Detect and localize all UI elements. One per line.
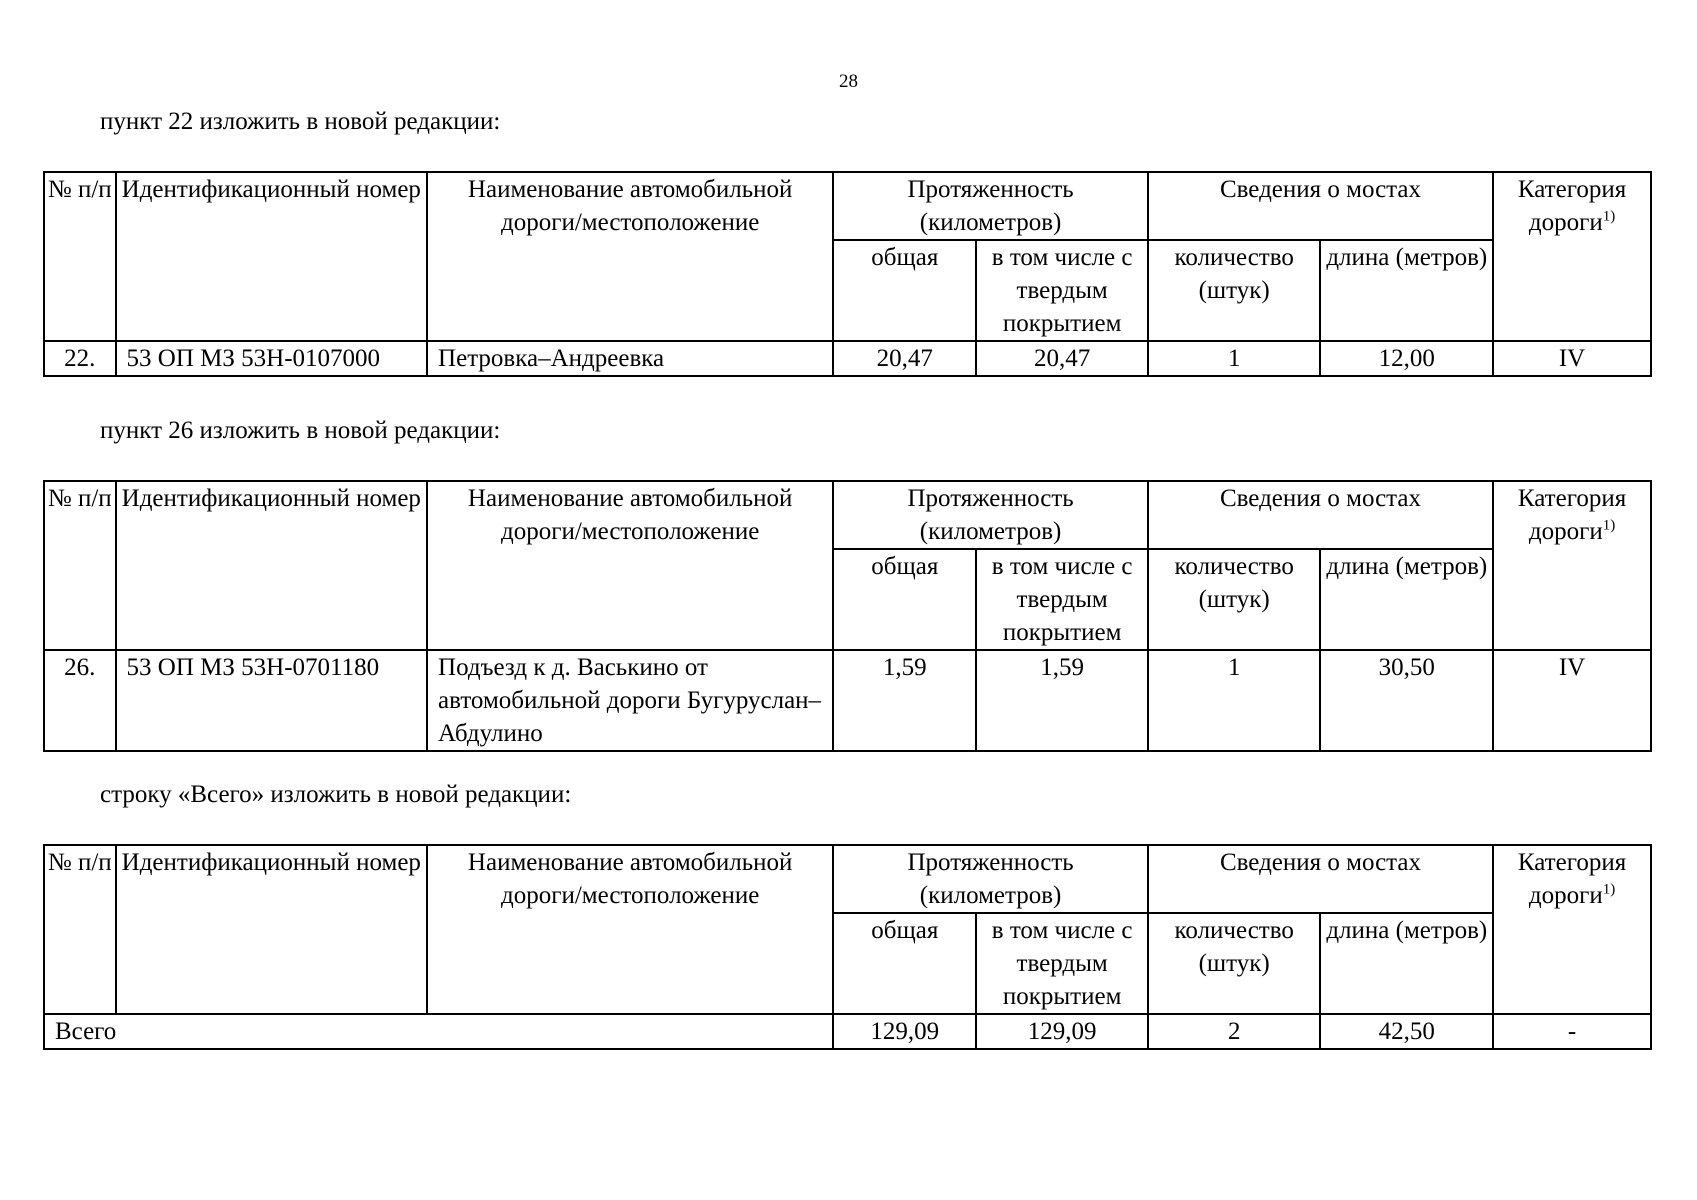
header-length-total: общая	[833, 549, 976, 650]
header-bridges-length: длина (метров)	[1320, 549, 1493, 650]
cell-bridges-count: 2	[1148, 1014, 1321, 1049]
header-num: № п/п	[44, 172, 116, 341]
header-bridges-length: длина (метров)	[1320, 913, 1493, 1014]
header-category: Категория дороги$^{1)}$	[1493, 845, 1651, 1014]
header-bridges-count: количество (штук)	[1148, 549, 1321, 650]
cell-length-hard: 129,09	[976, 1014, 1148, 1049]
table-row	[44, 341, 1651, 376]
header-id: Идентификационный номер	[116, 481, 428, 650]
section-intro-total: строку «Всего» изложить в новой редакции:	[100, 781, 572, 808]
header-bridges: Сведения о мостах	[1148, 845, 1493, 913]
header-name: Наименование автомобильной дороги/местоположение	[427, 481, 833, 650]
header-length-total: общая	[833, 240, 976, 341]
header-length-hard: в том числе с твердым покрытием	[976, 913, 1148, 1014]
cell-num: 22.	[44, 341, 116, 376]
cell-length-total: 129,09	[833, 1014, 976, 1049]
header-length-hard: в том числе с твердым покрытием	[976, 240, 1148, 341]
cell-num: 26.	[44, 650, 116, 751]
cell-name: Подъезд к д. Васькино от автомобильной дороги Бугуруслан–Абдулино	[427, 650, 833, 751]
cell-length-total: 1,59	[833, 650, 976, 751]
cell-length-hard: 20,47	[976, 341, 1148, 376]
cell-id: 53 ОП МЗ 53Н-0701180	[116, 650, 428, 751]
footnote-mark: 1)	[1602, 517, 1616, 534]
road-table-22	[43, 171, 1652, 377]
cell-length-total: 20,47	[833, 341, 976, 376]
header-bridges-count: количество (штук)	[1148, 913, 1321, 1014]
section-intro-26: пункт 26 изложить в новой редакции:	[100, 417, 501, 444]
cell-category: IV	[1493, 341, 1651, 376]
header-name: Наименование автомобильной дороги/местоположение	[427, 845, 833, 1014]
road-table-26	[43, 480, 1652, 752]
header-category: Категория дороги$^{1)}$	[1493, 172, 1651, 341]
header-name: Наименование автомобильной дороги/местоположение	[427, 172, 833, 341]
section-intro-22: пункт 22 изложить в новой редакции:	[100, 108, 501, 135]
header-length-hard: в том числе с твердым покрытием	[976, 549, 1148, 650]
header-length: Протяженность (километров)	[833, 481, 1148, 549]
header-id: Идентификационный номер	[116, 172, 428, 341]
cell-id: 53 ОП МЗ 53Н-0107000	[116, 341, 428, 376]
cell-category: IV	[1493, 650, 1651, 751]
header-length: Протяженность (километров)	[833, 845, 1148, 913]
cell-bridges-length: 30,50	[1320, 650, 1493, 751]
road-table-total	[43, 844, 1652, 1050]
cell-length-hard: 1,59	[976, 650, 1148, 751]
header-bridges-count: количество (штук)	[1148, 240, 1321, 341]
header-num: № п/п	[44, 845, 116, 1014]
cell-bridges-count: 1	[1148, 341, 1321, 376]
header-length-total: общая	[833, 913, 976, 1014]
header-id: Идентификационный номер	[116, 845, 428, 1014]
header-length: Протяженность (километров)	[833, 172, 1148, 240]
header-category: Категория дороги$^{1)}$	[1493, 481, 1651, 650]
header-num: № п/п	[44, 481, 116, 650]
table-row-total	[44, 1014, 1651, 1049]
table-row	[44, 650, 1651, 751]
cell-bridges-count: 1	[1148, 650, 1321, 751]
cell-bridges-length: 12,00	[1320, 341, 1493, 376]
cell-total-label: Всего	[44, 1014, 833, 1049]
header-bridges: Сведения о мостах	[1148, 172, 1493, 240]
header-bridges: Сведения о мостах	[1148, 481, 1493, 549]
footnote-mark: 1)	[1602, 208, 1616, 225]
footnote-mark: 1)	[1602, 881, 1616, 898]
header-bridges-length: длина (метров)	[1320, 240, 1493, 341]
cell-bridges-length: 42,50	[1320, 1014, 1493, 1049]
page-number: 28	[839, 71, 858, 92]
cell-name: Петровка–Андреевка	[427, 341, 833, 376]
cell-category: -	[1493, 1014, 1651, 1049]
